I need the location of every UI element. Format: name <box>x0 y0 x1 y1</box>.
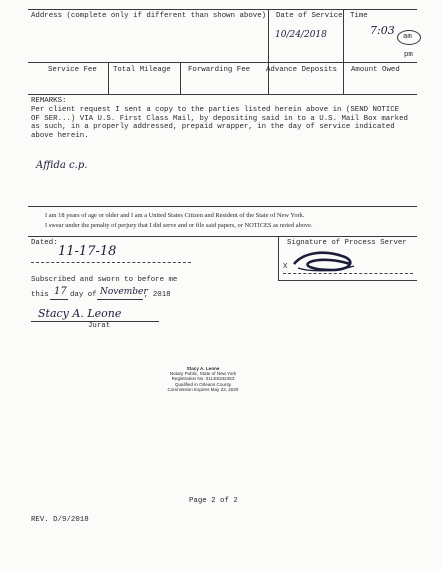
page-label: Page 2 of 2 <box>189 497 238 505</box>
advance-deposits-label: Advance Deposits <box>266 66 337 74</box>
dated-label: Dated: <box>31 239 58 247</box>
table-divider <box>108 62 109 94</box>
notary-title: Notary Public, State of New York <box>169 371 237 377</box>
declaration-line-1: I am 18 years of age or older and I am a United States Citizen and Resident of the State of New York. <box>45 212 305 219</box>
date-of-service-value: 10/24/2018 <box>275 30 327 40</box>
table-top-border <box>28 9 417 10</box>
am-label: am <box>403 33 412 41</box>
affidavit-note: Affida c.p. <box>36 160 88 171</box>
table-row-border <box>28 62 417 63</box>
pm-label: pm <box>404 51 413 59</box>
remarks-text: Per client request I sent a copy to the parties listed herein above in (SEND NOTICE OF SER...) VIA U.S. First Class Mail, by depositing said in to a U.S. Mail Box marked as such, in a properly addressed, prepaid wrapper, in the day of service indicated above herein. <box>31 106 408 140</box>
month-underline <box>97 299 143 300</box>
sworn-text: Subscribed and sworn to before me <box>31 276 178 284</box>
process-server-signature <box>290 248 360 274</box>
notary-expires: Commission Expires May 23, 2020 <box>167 386 239 392</box>
this-label: this <box>31 291 49 299</box>
jurat-label: Jurat <box>88 322 111 330</box>
notary-registration: Registration No. 01LE6342453 <box>171 376 235 382</box>
month-value: November <box>100 287 148 297</box>
declaration-top-border <box>28 206 417 207</box>
total-mileage-label: Total Mileage <box>113 66 171 74</box>
dated-value: 11-17-18 <box>58 244 117 259</box>
service-fee-label: Service Fee <box>48 66 97 74</box>
day-underline <box>50 299 68 300</box>
date-of-service-label: Date of Service <box>276 12 343 20</box>
forwarding-fee-label: Forwarding Fee <box>188 66 251 74</box>
address-label: Address (complete only if different than shown above) <box>31 12 267 20</box>
table-divider <box>180 62 181 94</box>
day-value: 17 <box>54 286 67 297</box>
table-bottom-border <box>28 94 417 95</box>
revision-label: REV. D/9/2018 <box>31 516 89 524</box>
dated-top-border <box>28 236 417 237</box>
remarks-label: REMARKS: <box>31 97 67 105</box>
table-divider <box>343 9 344 94</box>
signature-underline <box>283 273 413 274</box>
declaration-line-2: I swear under the penalty of perjury that I did serve and or file said papers, or NOTICES as noted above. <box>45 222 313 229</box>
signature-bottom-border <box>278 280 417 281</box>
signature-prefix: X <box>283 263 288 271</box>
table-divider <box>268 9 269 94</box>
time-value: 7:03 <box>370 24 395 37</box>
amount-owed-label: Amount Owed <box>351 66 400 74</box>
year-value: , 2018 <box>144 291 171 299</box>
notary-stamp <box>150 366 256 392</box>
jurat-signature: Stacy A. Leone <box>38 307 122 320</box>
signature-divider <box>278 236 279 280</box>
time-label: Time <box>350 12 368 20</box>
day-of-label: day of <box>70 291 97 299</box>
signature-label: Signature of Process Server <box>287 239 407 247</box>
dated-underline <box>31 262 191 263</box>
notary-county: Qualified in Orleans County <box>174 381 232 387</box>
notary-name: Stacy A. Leone <box>186 366 220 371</box>
